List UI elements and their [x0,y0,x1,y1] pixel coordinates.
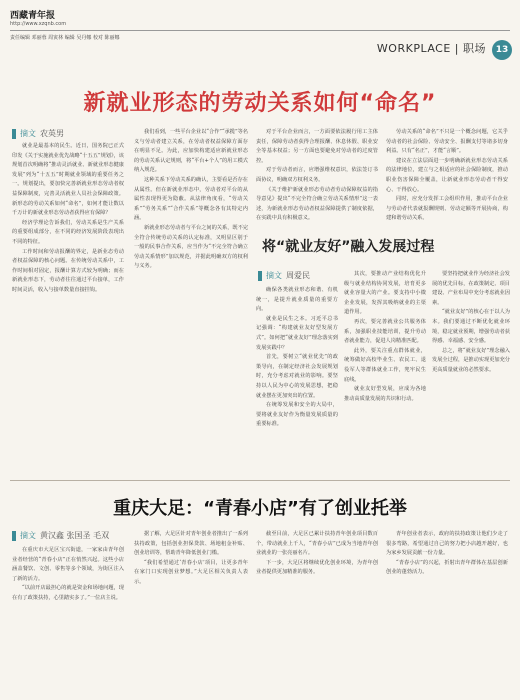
newspaper-brand: 西藏青年报 [10,11,56,21]
paragraph: 青年创业者表示，政府的扶持政策让他们少走了很多弯路，希望通过自己的努力把小店越开越好，也为家乡发展贡献一份力量。 [386,531,508,557]
paragraph: 对于劳动者而言，应增强维权意识，依法签订书面协议，明确双方权利义务。 [256,167,378,183]
article2-headline: 将“就业友好”融入发展过程 [262,239,435,255]
article1-column-2 [134,128,248,472]
paragraph: 就业是最基本的民生。近日，国务院已正式印发《关于实施就业优先战略“十五五”规划》，该规划首次明确将“推动灵活就业、新就业形态健康发展”列为“十五五”时期就业领域的重要任务之一。规划提出，要加快完善新就业形态劳动者权益保障制度，完善灵活就业人员社会保障政策。新形态的劳动关系如何“命名”，如何才能让数以千万计的新就业形态劳动者获得应有保障？ [12,143,124,217]
masthead [10,8,120,27]
paragraph: “就业友好”的核心在于以人为本。我们要通过不断优化就业环境，稳定就业预期，增强劳动者获得感、幸福感、安全感。 [432,309,510,345]
editor-credits: 责任编辑 邓丽蓉 周寅林 编辑 吴丹娜 校对 陈丽娜 [10,35,120,41]
article3-column-4 [386,530,508,694]
byline-author: 黄汉鑫 张国圣 毛双 [40,531,110,540]
paragraph: 其次，要推动产业结构优化升级与就业结构协同发展，培育更多就业容量大的产业。要支持中小微企业发展，发挥其吸纳就业的主渠道作用。 [344,271,426,316]
paragraph: 劳动关系的“命名”不只是一个概念问题，它关乎劳动者的社会保险、劳动安全、报酬支付等诸多切身利益。只有“名正”，才能“言顺”。 [386,129,508,155]
article3-headline: 重庆大足：“青春小店”有了创业托举 [113,498,407,519]
paragraph: 截至目前，大足区已累计扶持青年创业项目数百个，带动就业上千人，“青春小店”已成为当地青年创业就业的一张亮丽名片。 [256,531,378,557]
paragraph: 《关于维护新就业形态劳动者劳动保障权益的指导意见》提出“不完全符合确立劳动关系情形”这一表述，为新就业形态劳动者权益保障提供了制度依据，在实践中具有积极意义。 [256,186,378,222]
paragraph: 再次，要完善就业公共服务体系，加强职业技能培训，提升劳动者就业能力，促进人岗精准匹配。 [344,318,426,345]
paragraph: 就业是民生之本。习近平总书记强调：“构建就业友好型发展方式”。如何把“就业友好”理念落实到发展实践中？ [256,315,338,351]
article3-column-3 [256,530,378,694]
paragraph: 这种关系下劳动关系的确认，主要看是否存在从属性。但在新就业形态中，劳动者对平台的从属性表现得更为隐蔽。从法律角度看，“劳动关系”“劳务关系”“合作关系”等概念各有其特定内涵。 [134,176,248,222]
paragraph: 要坚持把就业作为经济社会发展的优先目标，在政策制定、项目建设、产业布局中充分考虑就业因素。 [432,271,510,306]
byline-tag: 摘文 [266,271,282,280]
paragraph: 据了解，大足区针对青年创业者推出了一系列扶持政策，包括创业担保贷款、场地租金补贴、创业培训等，帮助青年降低创业门槛。 [134,531,248,557]
section-label: WORKPLACE | 职场 [376,42,486,55]
byline-marker-icon [12,129,16,139]
paragraph: “以前开店最担心的就是资金和场地问题，现在有了政策扶持，心里踏实多了。”一位店主说。 [12,585,124,601]
header-divider [10,30,510,31]
article1-column-1 [12,142,124,472]
section-divider [10,480,510,481]
paragraph: 对于平台企业而言，一方面要依法履行用工主体责任，保障劳动者获得合理报酬、休息休假、职业安全等基本权益；另一方面也要避免对劳动者的过度管控。 [256,129,378,164]
byline-author: 农英男 [40,129,64,138]
paragraph: 总之，将“就业友好”理念融入发展全过程，是推动实现更加充分更高质量就业的必然要求。 [432,347,510,373]
article2-column-3 [432,270,510,472]
article3-column-2 [134,530,248,694]
article1-byline [12,128,64,139]
article3-column-1 [12,546,124,694]
article1-column-3 [256,128,378,222]
newspaper-url[interactable]: http://www.xzqnb.com [10,21,67,27]
byline-marker-icon [12,531,16,541]
byline-marker-icon [258,271,262,281]
paragraph: 下一步，大足区将继续优化创业环境，为青年创业者提供更加精准的服务。 [256,559,378,576]
article2-byline [258,270,310,281]
paragraph: 在统筹发展和安全的大局中，要将就业友好作为衡量发展质量的重要标准。 [256,402,338,428]
paragraph: 同时，应充分发挥工会组织作用，推动平台企业与劳动者代表就报酬规则、劳动定额等开展协商，构建和谐劳动关系。 [386,196,508,222]
page-number-badge: 13 [492,40,512,60]
paragraph: “青春小店”的兴起，折射出青年群体在基层创新创业的蓬勃活力。 [386,559,508,576]
article2-column-1 [256,286,338,472]
paragraph: 确保各类就业形态和谐、有机统一，是提升就业质量的重要方向。 [256,287,338,313]
article1-headline: 新就业形态的劳动关系如何“命名” [83,91,437,116]
paragraph: 就业友好型发展，应成为各地推动高质量发展的共识和行动。 [344,386,426,402]
paragraph: 此外，要关注重点群体就业，统筹做好高校毕业生、农民工、退役军人等群体就业工作，兜牢民生底线。 [344,347,426,383]
article1-column-4 [386,128,508,222]
paragraph: 在重庆市大足区宝兴街道，一家家由青年创业者经营的“青春小店”正在悄然兴起。这些小店涵盖餐饮、文创、零售等多个领域，为街区注入了新的活力。 [12,547,124,582]
paragraph: 我们看到，一些平台企业以“合作”“承揽”等名义与劳动者建立关系，在劳动者权益保障方面存在明显不足。为此，应加快构建适应新就业形态的劳动关系认定规则，将“平台+个人”的用工模式纳入规范。 [134,129,248,174]
article3-byline [12,530,109,541]
article2-column-2 [344,270,426,472]
byline-author: 周爱民 [286,271,310,280]
paragraph: 经济学理论告诉我们，劳动关系是生产关系的重要组成部分，在不同的经济发展阶段表现出不同的特征。 [12,219,124,245]
paragraph: “我们希望通过‘青春小店’项目，让更多青年在家门口实现创业梦想。”大足区相关负责人表示。 [134,559,248,585]
paragraph: 新就业形态劳动者与平台之间的关系，既不完全符合传统劳动关系的认定标准，又明显区别于一般的民事合作关系，应当作为“不完全符合确立劳动关系情形”加以规范，并据此明确双方的权利与义务。 [134,224,248,270]
byline-tag: 摘文 [20,129,36,138]
paragraph: 工作时间和劳动报酬的界定，是新业态劳动者权益保障的核心问题。在传统劳动关系中，工作时间相对固定，报酬计算方式较为明确；而在新就业形态下，劳动者往往通过平台接单，工作时间灵活，收入与接单数量直接挂钩。 [12,248,124,293]
byline-tag: 摘文 [20,531,36,540]
paragraph: 首先，要树立“就业优先”的政策导向，在制定经济社会发展规划时，充分考虑对就业的影响。要坚持以人民为中心的发展思想，把稳就业摆在更加突出的位置。 [256,354,338,399]
paragraph: 建议在立法层面进一步明确新就业形态劳动关系的法律地位，建立与之相适应的社会保险制度，推动职业伤害保障全覆盖，让新就业形态劳动者干得安心、干得放心。 [386,157,508,193]
